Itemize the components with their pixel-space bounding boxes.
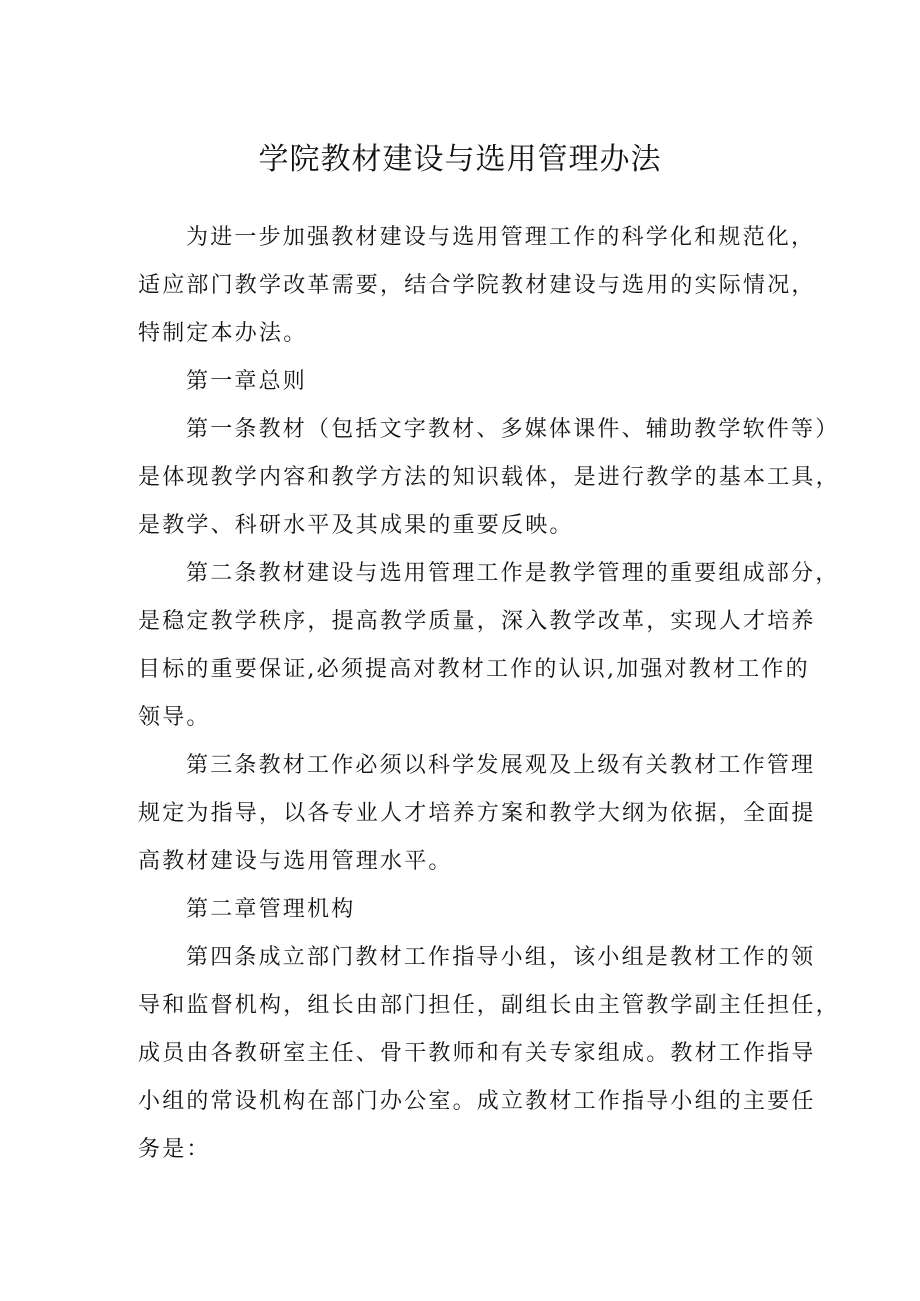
text-line: 第一章总则 (186, 369, 308, 394)
text-line: 规定为指导，以各专业人才培养方案和教学大纲为依据，全面提 (138, 801, 816, 826)
paragraph-article-4 (138, 934, 840, 1174)
text-line: 是稳定教学秩序，提高教学质量，深入教学改革，实现人才培养 (138, 609, 816, 634)
text-line: 第二条教材建设与选用管理工作是教学管理的重要组成部分， (186, 561, 840, 586)
text-line: 导和监督机构，组长由部门担任，副组长由主管教学副主任担任， (138, 993, 840, 1018)
document-title: 学院教材建设与选用管理办法 (258, 142, 662, 177)
text-line: 第三条教材工作必须以科学发展观及上级有关教材工作管理 (186, 753, 816, 778)
text-line: 第二章管理机构 (186, 897, 356, 922)
text-line: 第一条教材（包括文字教材、多媒体课件、辅助教学软件等） (186, 417, 840, 442)
chapter-heading-1 (138, 358, 798, 406)
paragraph-intro (138, 214, 816, 358)
text-line: 成员由各教研室主任、骨干教师和有关专家组成。教材工作指导 (138, 1041, 816, 1066)
chapter-heading-2 (138, 886, 798, 934)
text-line: 是教学、科研水平及其成果的重要反映。 (138, 513, 574, 538)
text-line: 小组的常设机构在部门办公室。成立教材工作指导小组的主要任 (138, 1089, 816, 1114)
paragraph-article-3 (138, 742, 816, 886)
text-line: 高教材建设与选用管理水平。 (138, 849, 453, 874)
text-line: 领导。 (138, 705, 211, 730)
text-line: 目标的重要保证,必须提高对教材工作的认识,加强对教材工作的 (138, 657, 810, 682)
text-line: 适应部门教学改革需要，结合学院教材建设与选用的实际情况， (138, 273, 816, 298)
text-line: 第四条成立部门教材工作指导小组，该小组是教材工作的领 (186, 945, 816, 970)
text-line: 特制定本办法。 (138, 321, 308, 346)
text-line: 务是： (138, 1137, 211, 1162)
paragraph-article-2 (138, 550, 840, 742)
paragraph-article-1 (138, 406, 840, 550)
text-line: 为进一步加强教材建设与选用管理工作的科学化和规范化， (186, 225, 816, 250)
text-line: 是体现教学内容和教学方法的知识载体，是进行教学的基本工具， (138, 465, 840, 490)
